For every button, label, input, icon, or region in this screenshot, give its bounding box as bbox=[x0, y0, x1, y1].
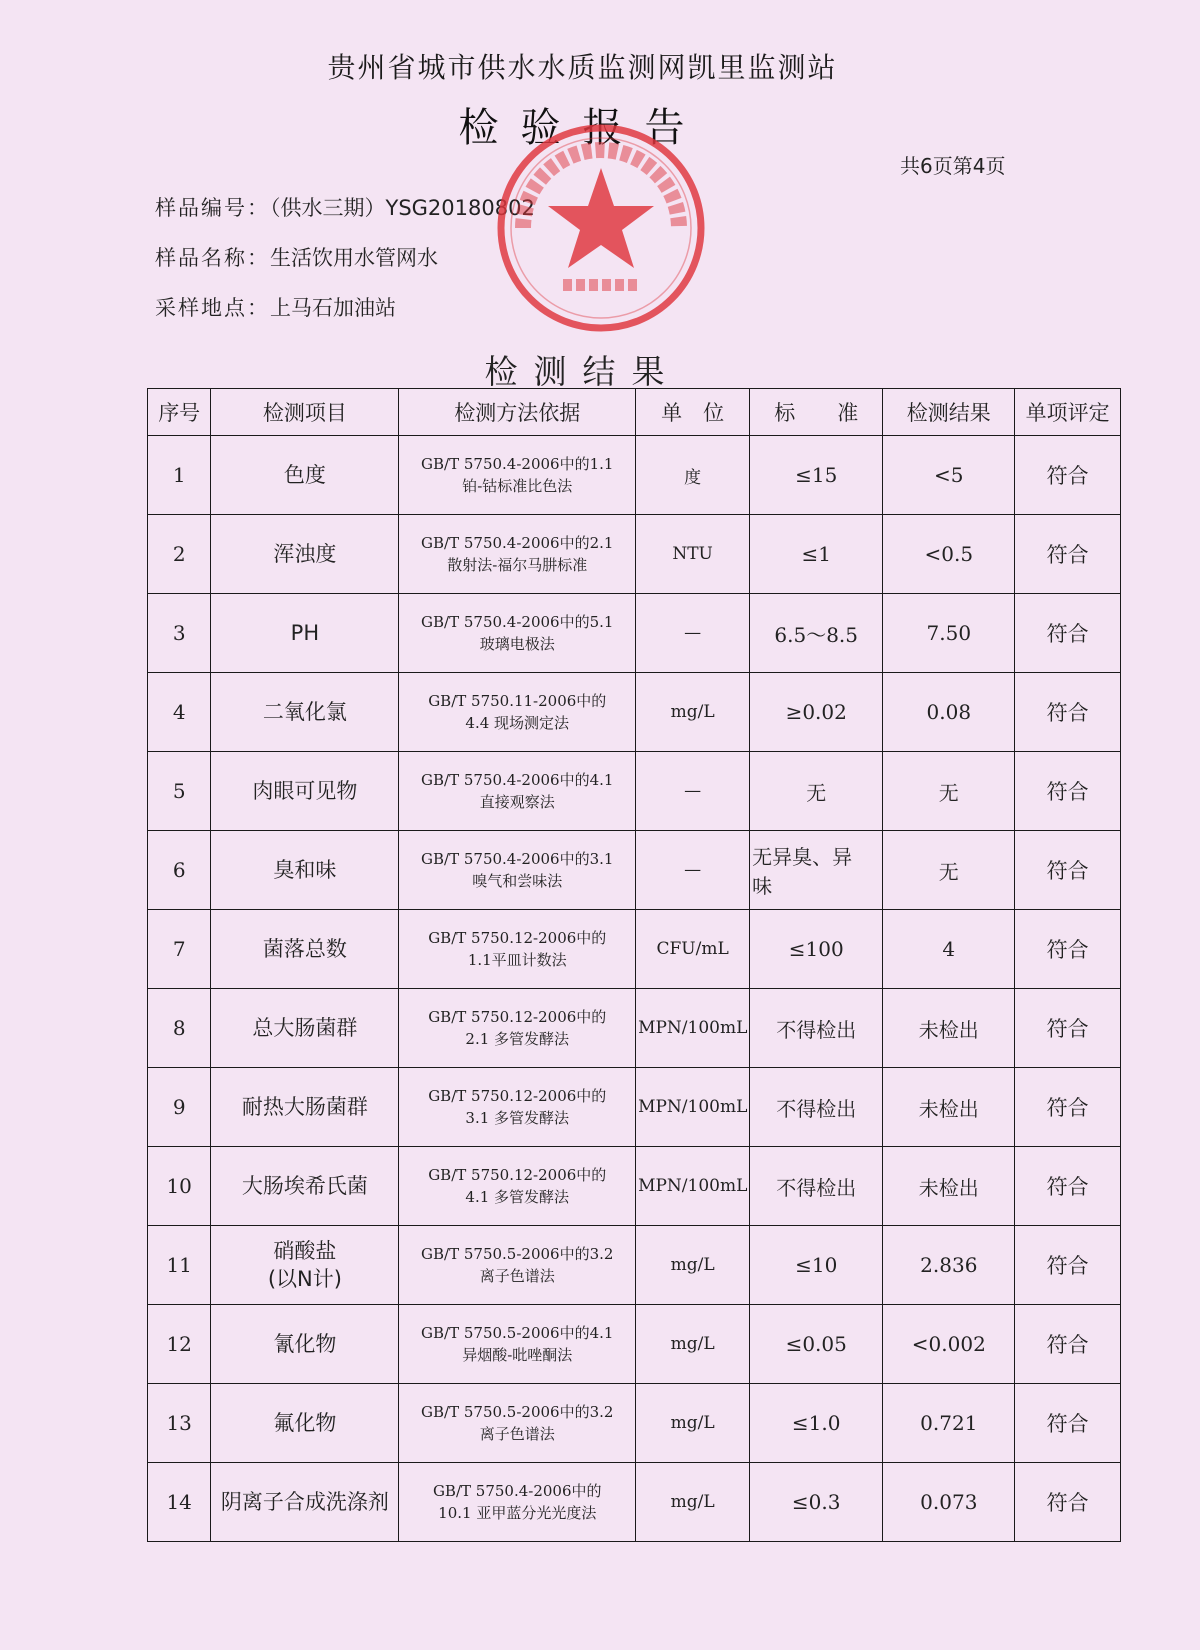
row-standard: 不得检出 bbox=[750, 989, 883, 1068]
row-result: 4 bbox=[883, 910, 1015, 989]
row-no: 8 bbox=[148, 989, 211, 1068]
table-row bbox=[148, 515, 1121, 594]
row-no: 14 bbox=[148, 1463, 211, 1542]
row-item: 色度 bbox=[211, 436, 399, 515]
row-no: 2 bbox=[148, 515, 211, 594]
row-standard: 6.5～8.5 bbox=[750, 594, 883, 673]
row-unit: mg/L bbox=[636, 1463, 750, 1542]
col-header-result: 检测结果 bbox=[883, 389, 1015, 436]
table-row bbox=[148, 989, 1121, 1068]
row-method: GB/T 5750.4-2006中的5.1 玻璃电极法 bbox=[399, 594, 636, 673]
row-unit: mg/L bbox=[636, 1305, 750, 1384]
row-eval: 符合 bbox=[1015, 910, 1121, 989]
row-unit: — bbox=[636, 594, 750, 673]
row-standard: ≤0.3 bbox=[750, 1463, 883, 1542]
table-row bbox=[148, 673, 1121, 752]
row-item: 大肠埃希氏菌 bbox=[211, 1147, 399, 1226]
sample-location-value: 上马石加油站 bbox=[270, 296, 396, 320]
table-row bbox=[148, 1305, 1121, 1384]
col-header-standard: 标 准 bbox=[750, 389, 883, 436]
row-result: <5 bbox=[883, 436, 1015, 515]
sample-name-value: 生活饮用水管网水 bbox=[270, 246, 438, 270]
row-standard: ≤15 bbox=[750, 436, 883, 515]
row-no: 1 bbox=[148, 436, 211, 515]
row-item: 臭和味 bbox=[211, 831, 399, 910]
row-item: 菌落总数 bbox=[211, 910, 399, 989]
col-header-no: 序号 bbox=[148, 389, 211, 436]
table-row bbox=[148, 752, 1121, 831]
row-standard: ≤10 bbox=[750, 1226, 883, 1305]
row-unit: 度 bbox=[636, 436, 750, 515]
row-eval: 符合 bbox=[1015, 1384, 1121, 1463]
row-result: <0.002 bbox=[883, 1305, 1015, 1384]
row-standard: ≤1.0 bbox=[750, 1384, 883, 1463]
table-row bbox=[148, 1068, 1121, 1147]
table-row bbox=[148, 1384, 1121, 1463]
row-standard: 无 bbox=[750, 752, 883, 831]
row-unit: CFU/mL bbox=[636, 910, 750, 989]
row-unit: mg/L bbox=[636, 1226, 750, 1305]
sample-name-line bbox=[155, 242, 438, 272]
row-result: 无 bbox=[883, 752, 1015, 831]
row-unit: — bbox=[636, 831, 750, 910]
report-title: 检验报告 bbox=[458, 105, 707, 151]
sample-id-value: （供水三期）YSG20180802 bbox=[270, 196, 535, 220]
table-row bbox=[148, 1226, 1121, 1305]
row-method: GB/T 5750.11-2006中的 4.4 现场测定法 bbox=[399, 673, 636, 752]
row-no: 3 bbox=[148, 594, 211, 673]
table-row bbox=[148, 910, 1121, 989]
row-method: GB/T 5750.5-2006中的3.2 离子色谱法 bbox=[399, 1384, 636, 1463]
row-result: 2.836 bbox=[883, 1226, 1015, 1305]
row-result: 0.073 bbox=[883, 1463, 1015, 1542]
row-eval: 符合 bbox=[1015, 515, 1121, 594]
row-method: GB/T 5750.4-2006中的3.1 嗅气和尝味法 bbox=[399, 831, 636, 910]
row-eval: 符合 bbox=[1015, 1305, 1121, 1384]
row-unit: — bbox=[636, 752, 750, 831]
row-method: GB/T 5750.12-2006中的 2.1 多管发酵法 bbox=[399, 989, 636, 1068]
table-row bbox=[148, 1463, 1121, 1542]
row-eval: 符合 bbox=[1015, 1226, 1121, 1305]
row-standard: ≤1 bbox=[750, 515, 883, 594]
row-no: 11 bbox=[148, 1226, 211, 1305]
row-no: 12 bbox=[148, 1305, 211, 1384]
row-item: 氟化物 bbox=[211, 1384, 399, 1463]
row-result: 0.721 bbox=[883, 1384, 1015, 1463]
row-item: 肉眼可见物 bbox=[211, 752, 399, 831]
row-method: GB/T 5750.4-2006中的 10.1 亚甲蓝分光光度法 bbox=[399, 1463, 636, 1542]
row-result: 未检出 bbox=[883, 1147, 1015, 1226]
row-item: 硝酸盐 (以N计) bbox=[211, 1226, 399, 1305]
row-no: 6 bbox=[148, 831, 211, 910]
row-method: GB/T 5750.5-2006中的3.2 离子色谱法 bbox=[399, 1226, 636, 1305]
row-item: 二氧化氯 bbox=[211, 673, 399, 752]
row-eval: 符合 bbox=[1015, 752, 1121, 831]
results-title: 检测结果 bbox=[484, 352, 681, 391]
row-result: 未检出 bbox=[883, 989, 1015, 1068]
row-method: GB/T 5750.12-2006中的 3.1 多管发酵法 bbox=[399, 1068, 636, 1147]
row-result: <0.5 bbox=[883, 515, 1015, 594]
row-eval: 符合 bbox=[1015, 989, 1121, 1068]
row-standard: ≤0.05 bbox=[750, 1305, 883, 1384]
row-result: 无 bbox=[883, 831, 1015, 910]
results-table bbox=[147, 388, 1121, 1542]
row-result: 未检出 bbox=[883, 1068, 1015, 1147]
row-eval: 符合 bbox=[1015, 1147, 1121, 1226]
col-header-unit: 单 位 bbox=[636, 389, 750, 436]
col-header-item: 检测项目 bbox=[211, 389, 399, 436]
sample-location-label: 采样地点： bbox=[155, 296, 270, 320]
row-unit: MPN/100mL bbox=[636, 989, 750, 1068]
sample-location-line bbox=[155, 292, 396, 322]
row-no: 10 bbox=[148, 1147, 211, 1226]
row-standard: 无异臭、异 味 bbox=[750, 831, 883, 910]
table-row bbox=[148, 436, 1121, 515]
row-unit: mg/L bbox=[636, 673, 750, 752]
col-header-method: 检测方法依据 bbox=[399, 389, 636, 436]
red-star-seal-icon bbox=[493, 120, 709, 336]
sample-id-label: 样品编号： bbox=[155, 196, 270, 220]
row-method: GB/T 5750.12-2006中的 4.1 多管发酵法 bbox=[399, 1147, 636, 1226]
row-eval: 符合 bbox=[1015, 594, 1121, 673]
row-item: 耐热大肠菌群 bbox=[211, 1068, 399, 1147]
table-row bbox=[148, 1147, 1121, 1226]
row-standard: ≥0.02 bbox=[750, 673, 883, 752]
row-method: GB/T 5750.12-2006中的 1.1平皿计数法 bbox=[399, 910, 636, 989]
row-item: 浑浊度 bbox=[211, 515, 399, 594]
row-item: 氰化物 bbox=[211, 1305, 399, 1384]
row-result: 0.08 bbox=[883, 673, 1015, 752]
row-unit: mg/L bbox=[636, 1384, 750, 1463]
row-unit: MPN/100mL bbox=[636, 1068, 750, 1147]
row-eval: 符合 bbox=[1015, 673, 1121, 752]
row-eval: 符合 bbox=[1015, 1463, 1121, 1542]
row-standard: 不得检出 bbox=[750, 1068, 883, 1147]
row-no: 4 bbox=[148, 673, 211, 752]
table-row bbox=[148, 594, 1121, 673]
row-item: 总大肠菌群 bbox=[211, 989, 399, 1068]
row-no: 7 bbox=[148, 910, 211, 989]
row-no: 13 bbox=[148, 1384, 211, 1463]
page-info: 共6页第4页 bbox=[900, 154, 1006, 178]
row-no: 9 bbox=[148, 1068, 211, 1147]
col-header-eval: 单项评定 bbox=[1015, 389, 1121, 436]
row-result: 7.50 bbox=[883, 594, 1015, 673]
table-row bbox=[148, 831, 1121, 910]
row-standard: ≤100 bbox=[750, 910, 883, 989]
row-eval: 符合 bbox=[1015, 831, 1121, 910]
row-method: GB/T 5750.4-2006中的2.1 散射法-福尔马肼标准 bbox=[399, 515, 636, 594]
organization-name: 贵州省城市供水水质监测网凯里监测站 bbox=[327, 51, 838, 84]
sample-name-label: 样品名称： bbox=[155, 246, 270, 270]
sample-id-line bbox=[155, 192, 535, 222]
row-eval: 符合 bbox=[1015, 436, 1121, 515]
table-header-row bbox=[148, 389, 1121, 436]
row-method: GB/T 5750.4-2006中的4.1 直接观察法 bbox=[399, 752, 636, 831]
row-no: 5 bbox=[148, 752, 211, 831]
row-item: PH bbox=[211, 594, 399, 673]
row-standard: 不得检出 bbox=[750, 1147, 883, 1226]
row-unit: MPN/100mL bbox=[636, 1147, 750, 1226]
row-item: 阴离子合成洗涤剂 bbox=[211, 1463, 399, 1542]
row-method: GB/T 5750.5-2006中的4.1 异烟酸-吡唑酮法 bbox=[399, 1305, 636, 1384]
row-eval: 符合 bbox=[1015, 1068, 1121, 1147]
row-unit: NTU bbox=[636, 515, 750, 594]
row-method: GB/T 5750.4-2006中的1.1 铂-钴标准比色法 bbox=[399, 436, 636, 515]
